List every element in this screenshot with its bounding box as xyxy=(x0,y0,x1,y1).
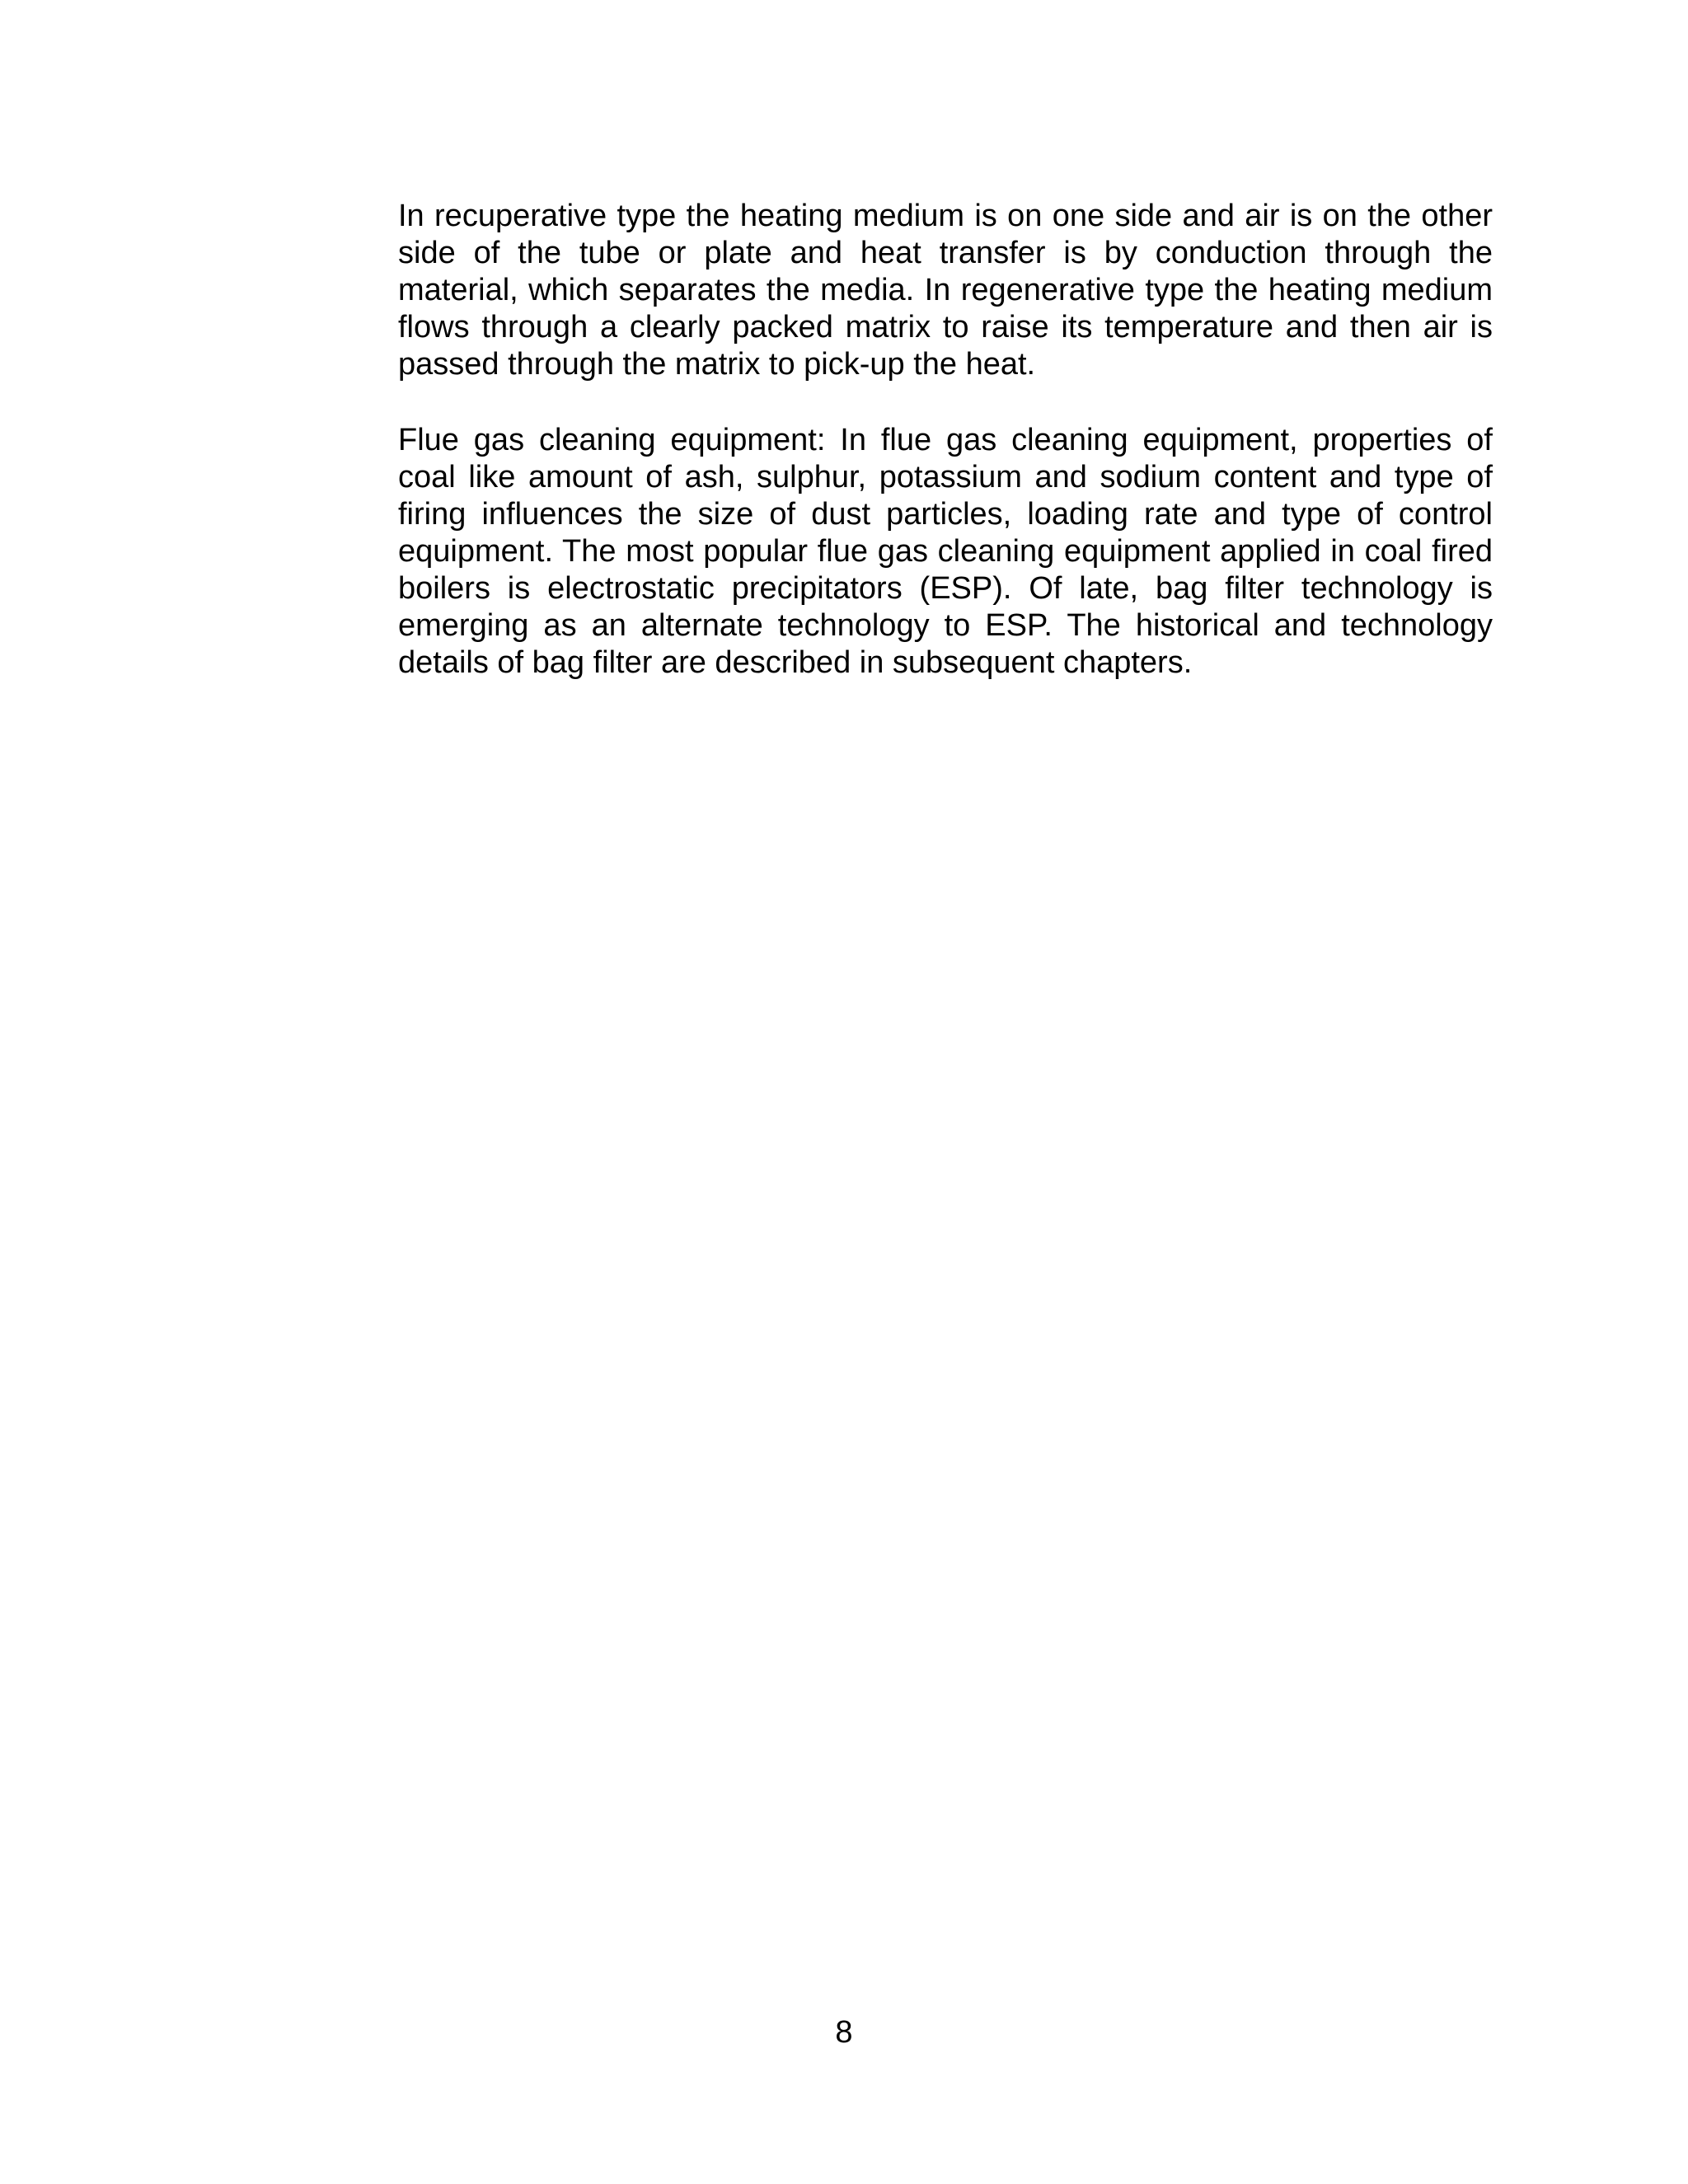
page-number: 8 xyxy=(835,2015,853,2050)
paragraph-flue-gas-cleaning: Flue gas cleaning equipment: In flue gas cleaning equipment, properties of coal like amount of ash, sulphur, potassium and sodium content and type of firing influences the size of dust particles, loading rate and type of control equipment. The most popular flue gas cleaning equipment applied in coal fired boilers is electrostatic precipitators (ESP). Of late, bag filter technology is emerging as an alternate technology to ESP. The historical and technology details of bag filter are described in subsequent chapters. xyxy=(398,423,1493,680)
paragraph-recuperative-regenerative: In recuperative type the heating medium is on one side and air is on the other side of the tube or plate and heat transfer is by conduction through the material, which separates the media. In regenerative type the heating medium flows through a clearly packed matrix to raise its temperature and then air is passed through the matrix to pick-up the heat. xyxy=(398,199,1493,382)
